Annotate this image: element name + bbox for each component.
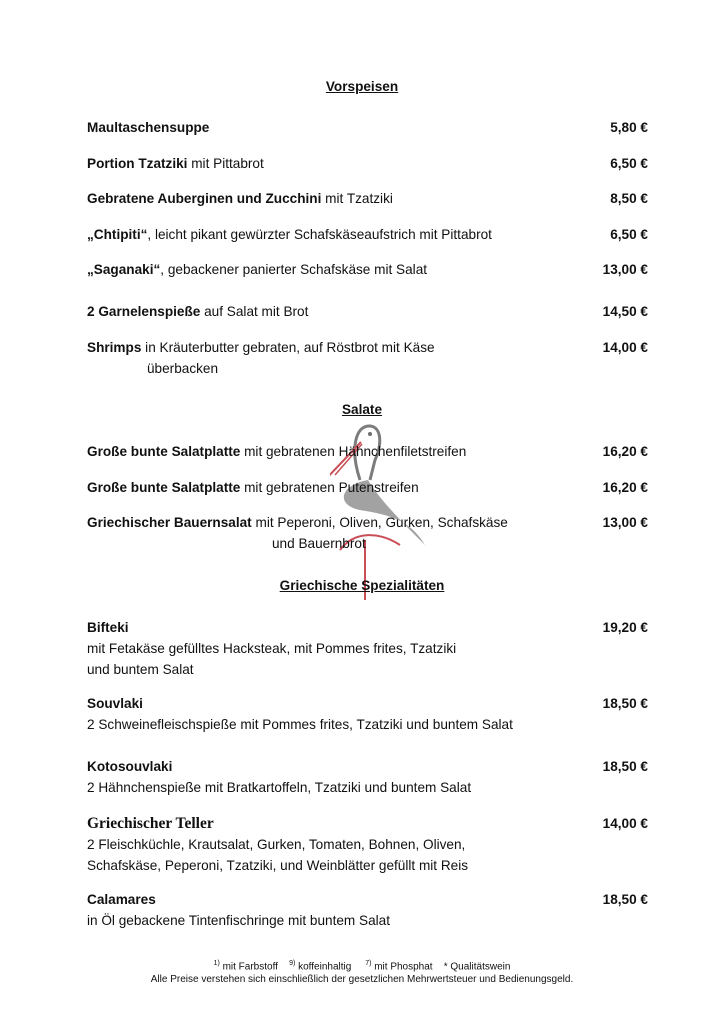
item-price: 6,50 €: [610, 227, 648, 242]
item-price: 18,50 €: [602, 696, 648, 711]
menu-item-salads-0: [87, 443, 466, 461]
section-heading-griechische: Griechische Spezialitäten: [279, 578, 445, 593]
item-description: 2 Fleischküchle, Krautsalat, Gurken, Tomaten, Bohnen, Oliven,: [87, 837, 466, 852]
item-description: in Öl gebackene Tintenfischringe mit buntem Salat: [87, 913, 391, 928]
menu-item-greek-1: [87, 695, 143, 713]
menu-item-salads-1: [87, 479, 419, 497]
item-name: Gebratene Auberginen und Zucchini: [87, 191, 322, 206]
item-price: 19,20 €: [602, 620, 648, 635]
item-price: 5,80 €: [610, 120, 648, 135]
item-name: Bifteki: [87, 620, 129, 635]
item-price: 18,50 €: [602, 892, 648, 907]
footnote-text: mit Phosphat: [371, 961, 433, 973]
item-name: Maultaschensuppe: [87, 120, 210, 135]
footnote-text: mit Farbstoff: [219, 961, 278, 973]
item-price: 18,50 €: [602, 759, 648, 774]
item-price: 16,20 €: [602, 480, 648, 495]
item-description: 2 Hähnchenspieße mit Bratkartoffeln, Tzatziki und buntem Salat: [87, 780, 472, 795]
footnote-mark: 1): [213, 960, 220, 967]
item-name: Griechischer Teller: [87, 815, 214, 832]
menu-item-greek-4: [87, 891, 156, 909]
item-description-cont: und Bauernbrot: [272, 536, 366, 551]
item-description: 2 Schweinefleischspieße mit Pommes frites, Tzatziki und buntem Salat: [87, 717, 513, 732]
item-name: Große bunte Salatplatte: [87, 444, 241, 459]
item-description: , gebackener panierter Schafskäse mit Salat: [160, 262, 428, 277]
menu-item-starters-2: [87, 190, 393, 208]
item-price: 6,50 €: [610, 156, 648, 171]
menu-item-starters-5: [87, 303, 308, 321]
item-price: 13,00 €: [602, 515, 648, 530]
menu-item-starters-6: [87, 339, 435, 357]
item-name: „Chtipiti“: [87, 227, 148, 242]
item-description: in Kräuterbutter gebraten, auf Röstbrot mit Käse: [141, 340, 435, 355]
item-description: mit gebratenen Putenstreifen: [240, 480, 419, 495]
footnote-text: * Qualitätswein: [443, 961, 511, 973]
footnote-legend: [0, 957, 724, 974]
item-description-cont: und buntem Salat: [87, 662, 194, 677]
item-description: auf Salat mit Brot: [200, 304, 309, 319]
item-description: mit Peperoni, Oliven, Gurken, Schafskäse: [251, 515, 508, 530]
menu-item-greek-3: [87, 815, 214, 833]
item-name: Kotosouvlaki: [87, 759, 173, 774]
item-price: 14,00 €: [602, 340, 648, 355]
item-description: mit Fetakäse gefülltes Hacksteak, mit Pommes frites, Tzatziki: [87, 641, 457, 656]
section-heading-salate: Salate: [341, 402, 383, 417]
item-name: Calamares: [87, 892, 156, 907]
item-price: 16,20 €: [602, 444, 648, 459]
menu-item-starters-1: [87, 155, 264, 173]
menu-item-greek-0: [87, 619, 129, 637]
item-name: Shrimps: [87, 340, 142, 355]
item-description: mit Tzatziki: [321, 191, 393, 206]
item-price: 8,50 €: [610, 191, 648, 206]
footnote-mark: 7): [365, 960, 372, 967]
item-description: mit Pittabrot: [187, 156, 264, 171]
menu-item-salads-2: [87, 514, 508, 532]
item-name: Portion Tzatziki: [87, 156, 188, 171]
footnote-mark: 9): [289, 960, 296, 967]
item-description: mit gebratenen Hähnchenfiletstreifen: [240, 444, 467, 459]
item-price: 13,00 €: [602, 262, 648, 277]
item-name: Souvlaki: [87, 696, 143, 711]
section-heading-vorspeisen: Vorspeisen: [325, 79, 399, 94]
item-name: Große bunte Salatplatte: [87, 480, 241, 495]
menu-item-greek-2: [87, 758, 172, 776]
menu-item-starters-4: [87, 261, 427, 279]
price-note: Alle Preise verstehen sich einschließlich der gesetzlichen Mehrwertsteuer und Bedienungsgeld.: [150, 974, 574, 985]
item-name: Griechischer Bauernsalat: [87, 515, 252, 530]
item-name: „Saganaki“: [87, 262, 161, 277]
item-description-cont: Schafskäse, Peperoni, Tzatziki, und Weinblätter gefüllt mit Reis: [87, 858, 469, 873]
footnote-text: koffeinhaltig: [295, 961, 352, 973]
item-price: 14,00 €: [602, 816, 648, 831]
item-description: , leicht pikant gewürzter Schafskäseaufstrich mit Pittabrot: [147, 227, 492, 242]
item-price: 14,50 €: [602, 304, 648, 319]
menu-item-starters-0: [87, 119, 209, 137]
item-description-cont: überbacken: [147, 361, 219, 376]
menu-item-starters-3: [87, 226, 492, 244]
item-name: 2 Garnelenspieße: [87, 304, 201, 319]
